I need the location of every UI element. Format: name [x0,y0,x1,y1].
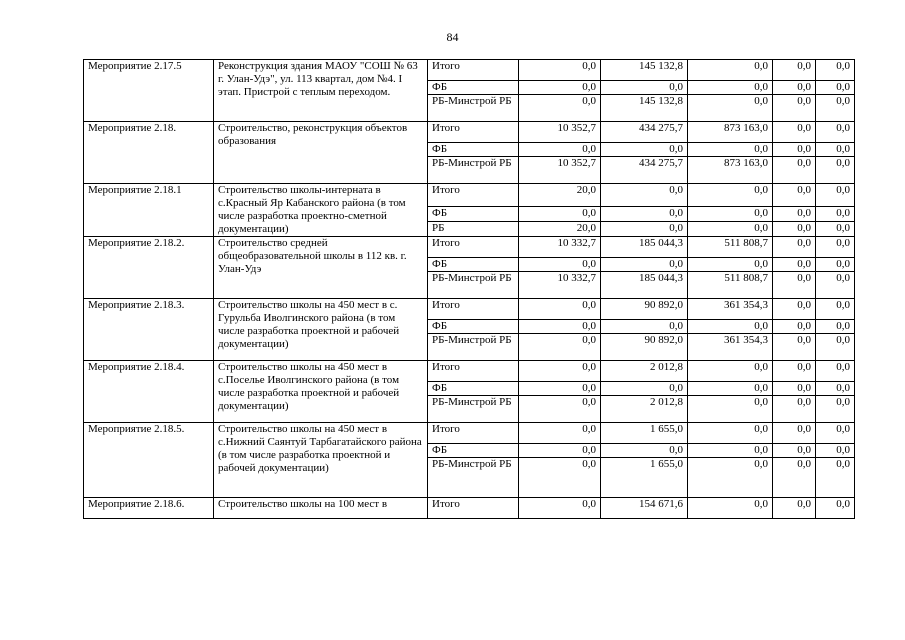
funding-source-cell: ФБ [428,382,519,396]
description-cell: Строительство школы на 100 мест в [214,498,428,519]
amount-cell: 0,0 [816,122,855,143]
amount-cell: 145 132,8 [601,60,688,81]
amount-cell: 0,0 [519,458,601,498]
amount-cell: 0,0 [773,334,816,361]
amount-cell: 0,0 [773,498,816,519]
funding-source-cell: ФБ [428,206,519,221]
funding-source-cell: РБ-Минстрой РБ [428,334,519,361]
amount-cell: 10 332,7 [519,237,601,258]
amount-cell: 0,0 [601,382,688,396]
measure-cell: Мероприятие 2.18.1 [84,184,214,237]
amount-cell: 0,0 [773,272,816,299]
funding-source-cell: Итого [428,122,519,143]
funding-source-cell: Итого [428,498,519,519]
amount-cell: 0,0 [773,95,816,122]
measure-cell: Мероприятие 2.18.5. [84,423,214,498]
amount-cell: 0,0 [688,60,773,81]
measure-cell: Мероприятие 2.17.5 [84,60,214,122]
amount-cell: 0,0 [519,81,601,95]
amount-cell: 0,0 [816,143,855,157]
amount-cell: 0,0 [688,206,773,221]
funding-source-cell: РБ-Минстрой РБ [428,95,519,122]
amount-cell: 0,0 [816,382,855,396]
measure-cell: Мероприятие 2.18.4. [84,361,214,423]
amount-cell: 0,0 [688,361,773,382]
amount-cell: 0,0 [773,157,816,184]
amount-cell: 0,0 [688,444,773,458]
amount-cell: 0,0 [601,221,688,236]
amount-cell: 0,0 [519,258,601,272]
amount-cell: 361 354,3 [688,334,773,361]
amount-cell: 0,0 [773,382,816,396]
measure-cell: Мероприятие 2.18.6. [84,498,214,519]
amount-cell: 0,0 [688,382,773,396]
amount-cell: 0,0 [773,396,816,423]
funding-source-cell: РБ [428,221,519,236]
amount-cell: 145 132,8 [601,95,688,122]
table-row [84,237,855,258]
amount-cell: 0,0 [688,258,773,272]
amount-cell: 0,0 [688,423,773,444]
amount-cell: 0,0 [816,334,855,361]
amount-cell: 90 892,0 [601,299,688,320]
amount-cell: 185 044,3 [601,272,688,299]
amount-cell: 0,0 [773,60,816,81]
amount-cell: 0,0 [816,81,855,95]
amount-cell: 0,0 [601,143,688,157]
amount-cell: 1 655,0 [601,458,688,498]
table-row [84,498,855,519]
amount-cell: 185 044,3 [601,237,688,258]
amount-cell: 0,0 [816,396,855,423]
amount-cell: 0,0 [519,299,601,320]
amount-cell: 873 163,0 [688,157,773,184]
amount-cell: 0,0 [688,184,773,207]
funding-source-cell: ФБ [428,81,519,95]
amount-cell: 0,0 [688,221,773,236]
amount-cell: 0,0 [519,382,601,396]
measure-cell: Мероприятие 2.18.2. [84,237,214,299]
amount-cell: 0,0 [816,258,855,272]
amount-cell: 361 354,3 [688,299,773,320]
funding-source-cell: РБ-Минстрой РБ [428,396,519,423]
amount-cell: 0,0 [773,299,816,320]
amount-cell: 0,0 [773,320,816,334]
funding-source-cell: Итого [428,237,519,258]
amount-cell: 0,0 [601,444,688,458]
amount-cell: 2 012,8 [601,396,688,423]
amount-cell: 154 671,6 [601,498,688,519]
description-cell: Строительство средней общеобразовательной школы в 112 кв. г. Улан-Удэ [214,237,428,299]
amount-cell: 0,0 [519,206,601,221]
table-row [84,299,855,320]
amount-cell: 434 275,7 [601,122,688,143]
amount-cell: 0,0 [688,498,773,519]
amount-cell: 20,0 [519,221,601,236]
funding-source-cell: ФБ [428,143,519,157]
amount-cell: 511 808,7 [688,272,773,299]
amount-cell: 0,0 [519,334,601,361]
amount-cell: 0,0 [519,498,601,519]
amount-cell: 0,0 [773,221,816,236]
amount-cell: 0,0 [519,361,601,382]
amount-cell: 10 352,7 [519,157,601,184]
funding-source-cell: РБ-Минстрой РБ [428,458,519,498]
table-row [84,60,855,81]
amount-cell: 0,0 [816,206,855,221]
amount-cell: 0,0 [773,258,816,272]
amount-cell: 0,0 [688,95,773,122]
amount-cell: 0,0 [688,81,773,95]
funding-source-cell: РБ-Минстрой РБ [428,157,519,184]
description-cell: Строительство школы-интерната в с.Красный Яр Кабанского района (в том числе разработка проектно-сметной документации) [214,184,428,237]
amount-cell: 0,0 [519,444,601,458]
amount-cell: 0,0 [816,444,855,458]
amount-cell: 10 352,7 [519,122,601,143]
amount-cell: 0,0 [816,299,855,320]
amount-cell: 0,0 [519,396,601,423]
table-row [84,184,855,207]
description-cell: Строительство школы на 450 мест в с.Поселье Иволгинского района (в том числе разработка проектной и рабочей документации) [214,361,428,423]
funding-source-cell: ФБ [428,444,519,458]
funding-source-cell: Итого [428,184,519,207]
amount-cell: 0,0 [773,444,816,458]
funding-source-cell: РБ-Минстрой РБ [428,272,519,299]
amount-cell: 0,0 [816,157,855,184]
funding-source-cell: Итого [428,299,519,320]
amount-cell: 0,0 [601,81,688,95]
funding-source-cell: Итого [428,423,519,444]
amount-cell: 0,0 [816,320,855,334]
amount-cell: 0,0 [773,184,816,207]
amount-cell: 873 163,0 [688,122,773,143]
amount-cell: 0,0 [688,396,773,423]
amount-cell: 0,0 [688,458,773,498]
description-cell: Строительство, реконструкция объектов образования [214,122,428,184]
amount-cell: 0,0 [773,122,816,143]
amount-cell: 0,0 [688,143,773,157]
amount-cell: 0,0 [816,237,855,258]
amount-cell: 10 332,7 [519,272,601,299]
amount-cell: 0,0 [816,423,855,444]
amount-cell: 0,0 [773,206,816,221]
funding-source-cell: Итого [428,361,519,382]
amount-cell: 0,0 [688,320,773,334]
measure-cell: Мероприятие 2.18. [84,122,214,184]
amount-cell: 90 892,0 [601,334,688,361]
amount-cell: 0,0 [816,184,855,207]
table-row [84,122,855,143]
amount-cell: 0,0 [519,423,601,444]
description-cell: Реконструкция здания МАОУ "СОШ № 63 г. Улан-Удэ", ул. 113 квартал, дом №4. I этап. Пристрой с теплым переходом. [214,60,428,122]
amount-cell: 0,0 [601,206,688,221]
amount-cell: 0,0 [519,60,601,81]
amount-cell: 0,0 [519,143,601,157]
amount-cell: 0,0 [601,258,688,272]
amount-cell: 0,0 [601,320,688,334]
amount-cell: 0,0 [601,184,688,207]
measure-cell: Мероприятие 2.18.3. [84,299,214,361]
amount-cell: 0,0 [816,60,855,81]
amount-cell: 0,0 [816,221,855,236]
budget-table [83,59,855,519]
amount-cell: 0,0 [816,361,855,382]
description-cell: Строительство школы на 450 мест в с.Нижний Саянтуй Тарбагатайского района (в том числе разработка проектной и рабочей документации) [214,423,428,498]
page-number: 84 [446,30,459,44]
description-cell: Строительство школы на 450 мест в с. Гурульба Иволгинского района (в том числе разработка проектной и рабочей документации) [214,299,428,361]
amount-cell: 0,0 [816,458,855,498]
amount-cell: 511 808,7 [688,237,773,258]
amount-cell: 0,0 [519,95,601,122]
funding-source-cell: ФБ [428,320,519,334]
amount-cell: 0,0 [773,361,816,382]
amount-cell: 0,0 [773,143,816,157]
funding-source-cell: ФБ [428,258,519,272]
amount-cell: 0,0 [519,320,601,334]
amount-cell: 0,0 [816,95,855,122]
amount-cell: 0,0 [773,458,816,498]
amount-cell: 434 275,7 [601,157,688,184]
funding-source-cell: Итого [428,60,519,81]
amount-cell: 0,0 [773,423,816,444]
table-row [84,423,855,444]
amount-cell: 20,0 [519,184,601,207]
amount-cell: 1 655,0 [601,423,688,444]
amount-cell: 0,0 [816,272,855,299]
table-row [84,361,855,382]
amount-cell: 0,0 [816,498,855,519]
amount-cell: 0,0 [773,81,816,95]
amount-cell: 0,0 [773,237,816,258]
amount-cell: 2 012,8 [601,361,688,382]
